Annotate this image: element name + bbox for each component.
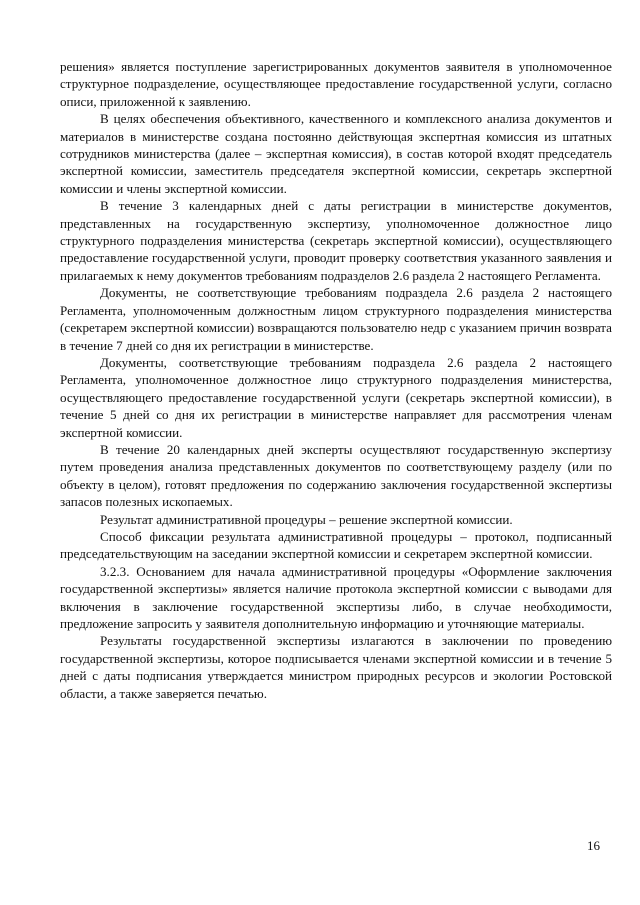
paragraph-noncompliant-documents: Документы, не соответствующие требованиям подраздела 2.6 раздела 2 настоящего Регламента, уполномоченным должностным лицом структурного подразделения министерства (секретарем экспертной комиссии) возвращаются пользователю недр с указанием причин возврата в течение 7 дней со дня их регистрации в министерстве. <box>60 285 612 353</box>
paragraph-verification-3-days: В течение 3 календарных дней с даты регистрации в министерстве документов, представленных на государственную экспертизу, уполномоченное должностное лицо структурного подразделения министерства (секретарь экспертной комиссии), осуществляющего предоставление государственной услуги, проводит проверку соответствия указанного заявления и прилагаемых к нему документов требованиям подразделов 2.6 раздела 2 настоящего Регламента. <box>60 198 612 283</box>
paragraph-expert-review-20-days: В течение 20 календарных дней эксперты осуществляют государственную экспертизу путем проведения анализа представленных документов по соответствующему разделу (или по объекту в целом), готовят предложения по содержанию заключения государственной экспертизы запасов полезных ископаемых. <box>60 441 612 510</box>
paragraph-procedure-result: Результат административной процедуры – решение экспертной комиссии. <box>100 511 513 527</box>
page-number: 16 <box>587 838 600 853</box>
paragraph-section-3-2-3: 3.2.3. Основанием для начала административной процедуры «Оформление заключения государственной экспертизы» является наличие протокола экспертной комиссии с выводами для включения в заключение государственной экспертизы либо, в случае необходимости, предложение запросить у заявителя дополнительную информацию и уточняющие материалы. <box>60 563 612 631</box>
paragraph-expert-commission: В целях обеспечения объективного, качественного и комплексного анализа документов и материалов в министерстве создана постоянно действующая экспертная комиссия из штатных сотрудников министерства (далее – экспертная комиссия), в состав которой входят председатель экспертной комиссии, заместитель председателя экспертной комиссии, секретарь экспертной комиссии и члены экспертной комиссии. <box>60 111 612 196</box>
document-body <box>60 58 612 702</box>
paragraph-compliant-documents: Документы, соответствующие требованиям подраздела 2.6 раздела 2 настоящего Регламента, уполномоченное должностное лицо структурного подразделения министерства, осуществляющего предоставление государственной услуги (секретарь экспертной комиссии), в течение 5 дней со дня их регистрации в министерстве направляет для рассмотрения членам экспертной комиссии. <box>60 354 612 440</box>
paragraph-continuation: решения» является поступление зарегистрированных документов заявителя в уполномоченное структурное подразделение, осуществляющее предоставление государственной услуги, согласно описи, приложенной к заявлению. <box>60 59 612 109</box>
paragraph-expertise-results: Результаты государственной экспертизы излагаются в заключении по проведению государственной экспертизы, которое подписывается членами экспертной комиссии и в течение 5 дней с даты подписания утверждается министром природных ресурсов и экологии Ростовской области, а также заверяется печатью. <box>60 633 612 701</box>
paragraph-result-recording: Способ фиксации результата административной процедуры – протокол, подписанный председательствующим на заседании экспертной комиссии и секретарем экспертной комиссии. <box>60 528 612 562</box>
